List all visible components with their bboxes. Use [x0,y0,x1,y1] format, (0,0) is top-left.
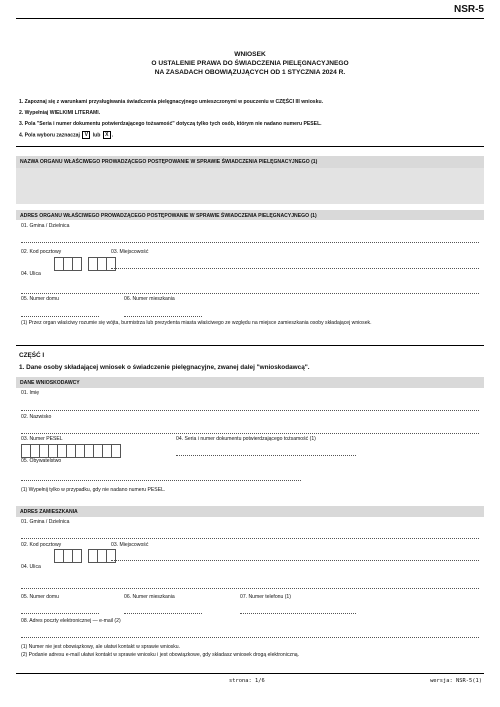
form-title [16,50,484,77]
part-divider [16,345,484,346]
checkbox-v-example-icon: V [82,131,90,139]
residence-footnote-1: (1) Numer nie jest obowiązkowy, ale ułatwi kontakt w sprawie wniosku. [21,644,181,650]
residence-address-fields [16,517,484,661]
pesel-label: 03. Numer PESEL [21,436,63,442]
part-1-label: CZĘŚĆ I [19,352,45,359]
telefon-field[interactable] [240,613,356,614]
instruction-4-pre: 4. Pola wyboru zaznaczaj [19,132,80,139]
digit-box[interactable] [111,444,121,458]
res-gmina-field[interactable] [21,538,479,539]
residence-footnote-2: (2) Podanie adresu e-mail ułatwi kontakt w sprawie wniosku i jest obowiązkowe, gdy składasz wniosek drogą elektroniczną. [21,652,300,658]
title-line-3: NA ZASADACH OBOWIĄZUJĄCYCH OD 1 STYCZNIA 2024 R. [154,69,346,76]
organ-miejscowosc-label: 03. Miejscowość [111,249,149,255]
email-label: 08. Adres poczty elektronicznej — e-mail (2) [21,618,121,624]
footer-divider [16,673,484,674]
applicant-data-fields [16,388,484,501]
email-field[interactable] [21,637,479,638]
res-nr-domu-field[interactable] [21,613,99,614]
title-line-2: O USTALENIE PRAWA DO ŚWIADCZENIA PIELĘGNACYJNEGO [151,60,349,67]
checkbox-x-example-icon: X [103,131,111,139]
part-1-heading: 1. Dane osoby składającej wniosek o świadczenie pielęgnacyjne, zwanej dalej "wnioskodawcą". [19,364,310,371]
res-nr-domu-label: 05. Numer domu [21,594,59,600]
organ-ulica-label: 04. Ulica [21,271,41,277]
organ-nr-domu-label: 05. Numer domu [21,296,59,302]
instruction-1: 1. Zapoznaj się z warunkami przysługiwania świadczenia pielęgnacyjnego umieszczonymi w pouczeniu w CZĘŚCI III wniosku. [19,99,324,105]
imie-label: 01. Imię [21,390,40,396]
page-number: strona: 1/6 [229,678,265,684]
pesel-field[interactable] [21,444,120,458]
organ-name-section [16,156,484,204]
instruction-3: 3. Pola "Seria i numer dokumentu potwierdzającego tożsamość" dotyczą tylko tych osób, którym nie nadano numeru PESEL. [19,121,322,127]
organ-gmina-field[interactable] [21,242,479,243]
res-gmina-label: 01. Gmina / Dzielnica [21,519,70,525]
header-divider [16,18,484,19]
organ-nr-mieszkania-field[interactable] [124,316,202,317]
title-line-1: WNIOSEK [234,51,266,58]
instructions-divider [16,146,484,147]
seria-label: 04. Seria i numer dokumentu potwierdzającego tożsamość (1) [176,436,316,442]
res-kod-field[interactable] [54,549,115,563]
nazwisko-label: 02. Nazwisko [21,414,52,420]
instruction-4 [19,131,113,139]
obywatelstwo-field[interactable] [21,480,301,481]
organ-kod-field[interactable] [54,257,115,271]
organ-address-section [16,210,484,332]
instruction-2: 2. Wypełniaj WIELKIMI LITERAMI. [19,110,101,116]
telefon-label: 07. Numer telefonu (1) [240,594,291,600]
res-miejscowosc-field[interactable] [111,560,479,561]
res-kod-label: 02. Kod pocztowy [21,542,62,548]
organ-footnote: (1) Przez organ właściwy rozumie się wójta, burmistrza lub prezydenta miasta właściwego ze względu na miejsce zamieszkania osoby składającej wniosek. [21,320,372,326]
organ-name-field[interactable] [16,168,484,204]
res-nr-mieszkania-label: 06. Numer mieszkania [124,594,175,600]
organ-nr-mieszkania-label: 06. Numer mieszkania [124,296,175,302]
instruction-4-post: . [111,132,114,139]
form-version: wersja: NSR-5(1) [430,678,482,684]
organ-miejscowosc-field[interactable] [111,268,479,269]
organ-nr-domu-field[interactable] [21,316,99,317]
form-code: NSR-5 [453,4,484,15]
instruction-4-mid: lub [92,132,101,139]
applicant-footnote: (1) Wypełnij tylko w przypadku, gdy nie nadano numeru PESEL. [21,487,166,493]
organ-address-header: ADRES ORGANU WŁAŚCIWEGO PROWADZĄCEGO POSTĘPOWANIE W SPRAWIE ŚWIADCZENIA PIELĘGNACYJNEGO (1) [20,213,317,219]
organ-gmina-label: 01. Gmina / Dzielnica [21,223,70,229]
imie-field[interactable] [21,410,479,411]
nazwisko-field[interactable] [21,433,479,434]
seria-field[interactable] [176,455,356,456]
residence-address-header: ADRES ZAMIESZKANIA [20,509,78,515]
digit-box[interactable] [72,257,82,271]
res-nr-mieszkania-field[interactable] [124,613,202,614]
organ-ulica-field[interactable] [21,293,479,294]
organ-address-fields [16,220,484,332]
applicant-data-header: DANE WNIOSKODAWCY [20,380,80,386]
digit-box[interactable] [72,549,82,563]
organ-kod-label: 02. Kod pocztowy [21,249,62,255]
res-ulica-label: 04. Ulica [21,564,41,570]
res-miejscowosc-label: 03. Miejscowość [111,542,149,548]
organ-name-header: NAZWA ORGANU WŁAŚCIWEGO PROWADZĄCEGO POSTĘPOWANIE W SPRAWIE ŚWIADCZENIA PIELĘGNACYJNEGO (1) [20,159,318,165]
res-ulica-field[interactable] [21,588,479,589]
applicant-data-section [16,377,484,501]
obywatelstwo-label: 05. Obywatelstwo [21,458,62,464]
residence-address-section [16,506,484,661]
